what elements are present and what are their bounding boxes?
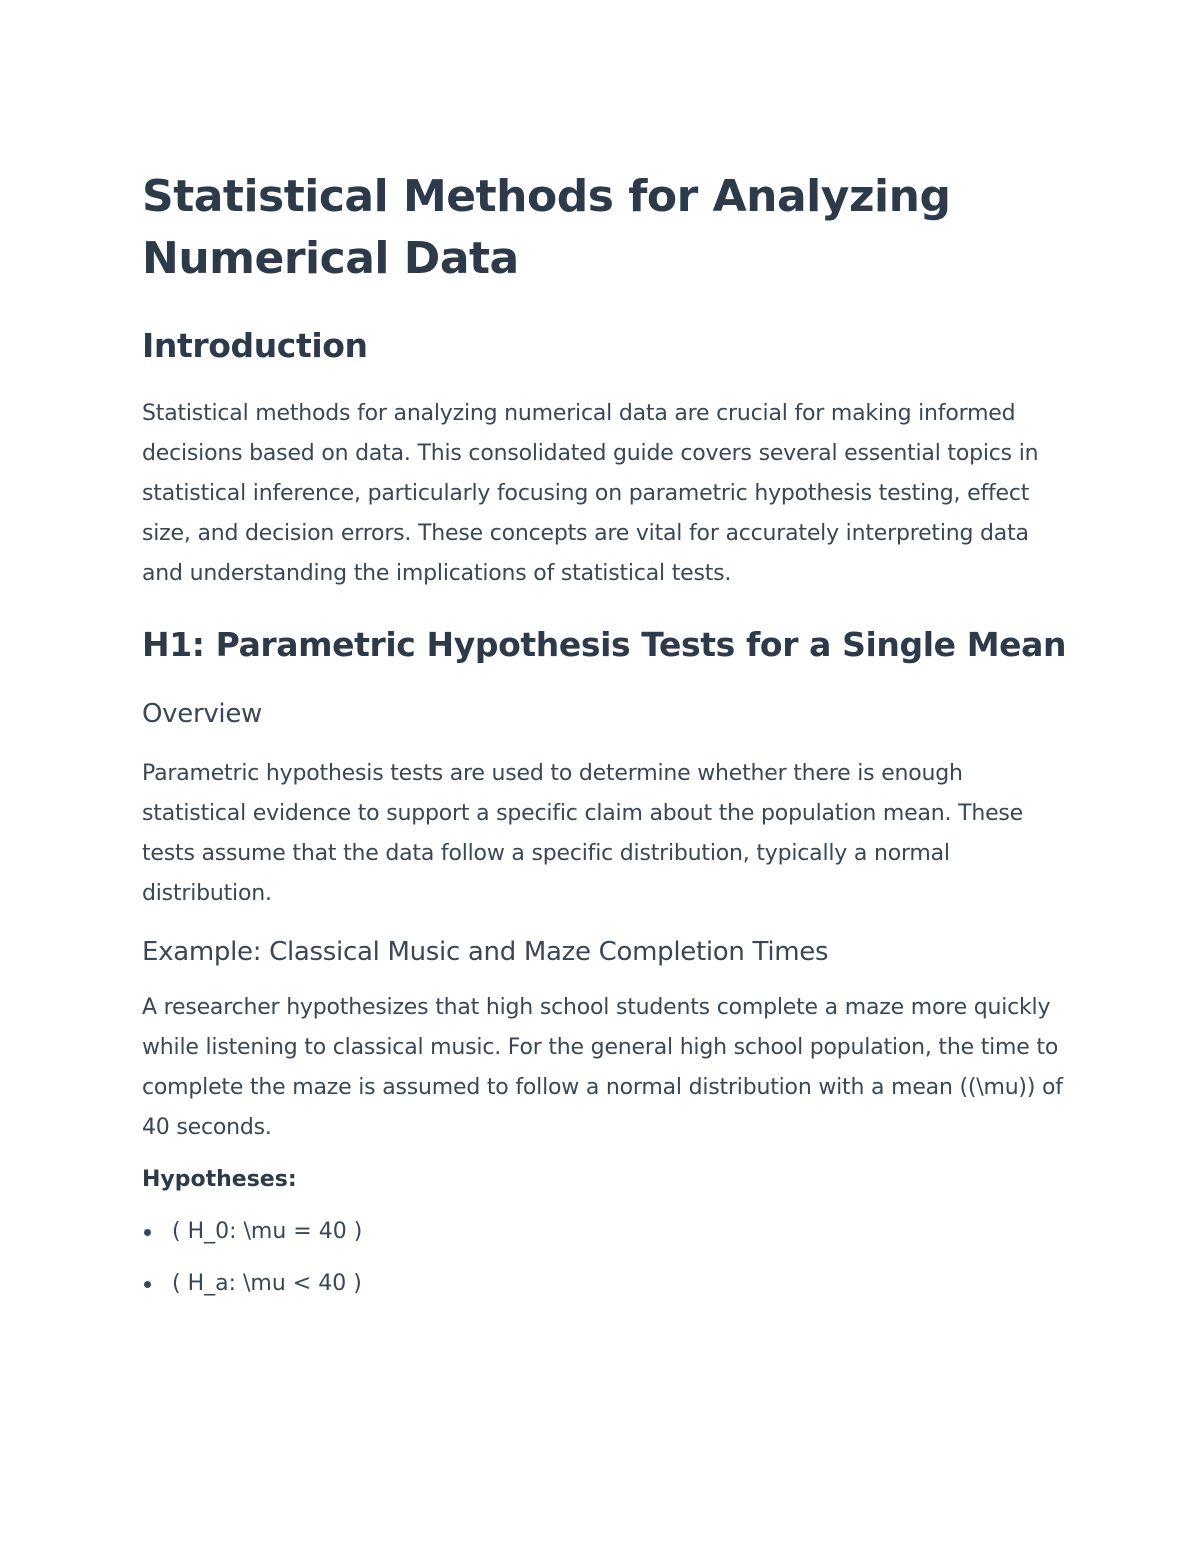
introduction-paragraph: Statistical methods for analyzing numerical data are crucial for making informed decisions based on data. This consolidated guide covers several essential topics in statistical inference, particularly focusing on parametric hypothesis testing, effect size, and decision errors. These concepts are vital for accurately interpreting data and understanding the implications of statistical tests. [142,401,1039,586]
example-paragraph: A researcher hypothesizes that high school students complete a maze more quickly while listening to classical music. For the general high school population, the time to complete the maze is assumed to follow a normal distribution with a mean ((\mu)) of 40 seconds. [142,995,1063,1140]
hypotheses-label: Hypotheses: [142,1167,297,1192]
introduction-heading: Introduction [142,326,368,365]
list-item [142,1212,1072,1252]
hypotheses-list [142,1212,1072,1304]
overview-heading: Overview [142,699,263,729]
hypothesis-alternative: ( H_a: \mu < 40 ) [172,1271,362,1296]
bullet-icon [144,1281,151,1288]
bullet-icon [144,1229,151,1236]
list-item [142,1264,1072,1304]
document-title: Statistical Methods for Analyzing Numerical Data [142,171,951,284]
example-heading: Example: Classical Music and Maze Completion Times [142,937,829,967]
document-page [142,166,1072,1316]
overview-paragraph: Parametric hypothesis tests are used to determine whether there is enough statistical evidence to support a specific claim about the population mean. These tests assume that the data follow a specific distribution, typically a normal distribution. [142,761,1023,906]
parametric-tests-heading: H1: Parametric Hypothesis Tests for a Single Mean [142,625,1067,664]
hypothesis-null: ( H_0: \mu = 40 ) [172,1219,363,1244]
